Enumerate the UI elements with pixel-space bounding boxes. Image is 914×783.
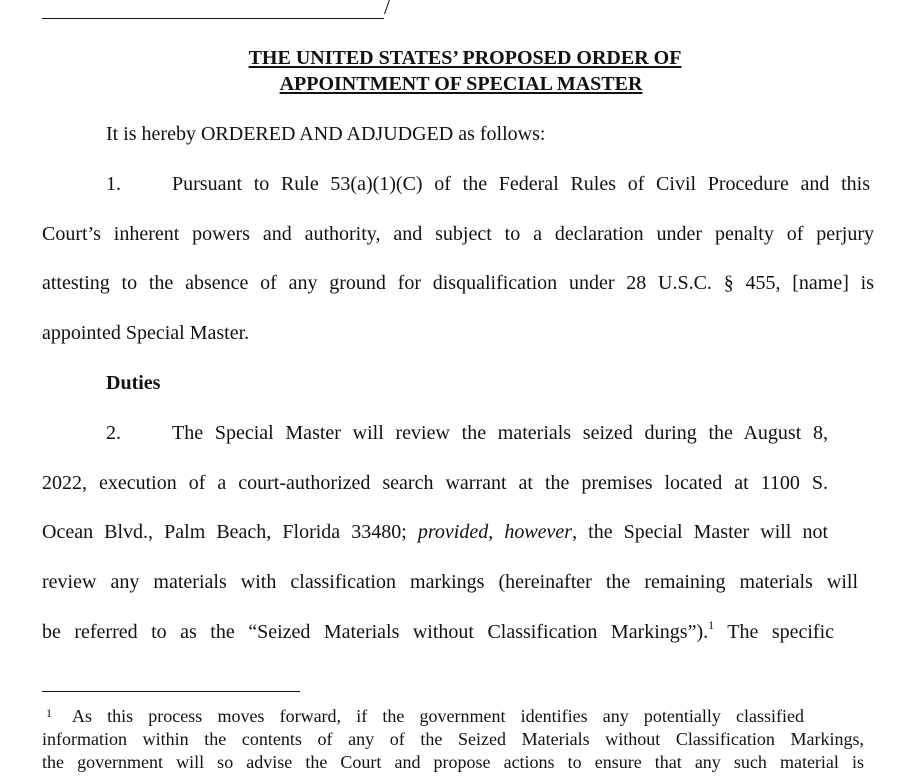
paragraph-1-line-3: attesting to the absence of any ground for disqualification under 28 U.S.C. § 455, [name] is (42, 272, 874, 294)
paragraph-2-line-3-text: Ocean Blvd., Palm Beach, Florida 33480; (42, 521, 407, 543)
paragraph-2-line-5 (42, 620, 834, 644)
paragraph-1-line-2: Court’s inherent powers and authority, and subject to a declaration under penalty of perjury (42, 223, 874, 245)
document-title-line-1: THE UNITED STATES’ PROPOSED ORDER OF (248, 47, 682, 69)
footnote-line-1: As this process moves forward, if the government identifies any potentially classified (72, 706, 804, 726)
footnote-line-2: information within the contents of any of the Seized Materials without Classification Markings, (42, 729, 864, 749)
intro-text: It is hereby ORDERED AND ADJUDGED as follows: (106, 123, 546, 145)
paragraph-2-number: 2. (106, 422, 121, 444)
paragraph-2-line-2: 2022, execution of a court-authorized search warrant at the premises located at 1100 S. (42, 472, 828, 494)
paragraph-1-line-1: Pursuant to Rule 53(a)(1)(C) of the Federal Rules of Civil Procedure and this (172, 173, 870, 195)
footnote-line-3: the government will so advise the Court and propose actions to ensure that any such material is (42, 752, 864, 772)
signature-slash: / (384, 0, 391, 19)
paragraph-2-line-5-text: be referred to as the “Seized Materials without Classification Markings”). (42, 621, 709, 643)
paragraph-2-line-3-tail: , the Special Master will not (572, 521, 828, 543)
footnote-reference[interactable]: 1 (708, 618, 715, 632)
footnote-separator (42, 691, 300, 692)
footnote-number: 1 (46, 706, 52, 720)
section-heading-duties: Duties (106, 372, 161, 394)
paragraph-2-italic-phrase: provided, however (417, 521, 573, 543)
paragraph-2-line-1: The Special Master will review the materials seized during the August 8, (172, 422, 828, 444)
paragraph-2-line-5-tail: The specific (727, 621, 835, 643)
paragraph-1-number: 1. (106, 173, 121, 195)
paragraph-2-line-3 (42, 520, 828, 544)
document-title-line-2: APPOINTMENT OF SPECIAL MASTER (279, 73, 643, 95)
paragraph-2-line-4: review any materials with classification markings (hereinafter the remaining materials will (42, 571, 858, 593)
signature-line (42, 18, 384, 19)
paragraph-1-line-4: appointed Special Master. (42, 322, 250, 344)
